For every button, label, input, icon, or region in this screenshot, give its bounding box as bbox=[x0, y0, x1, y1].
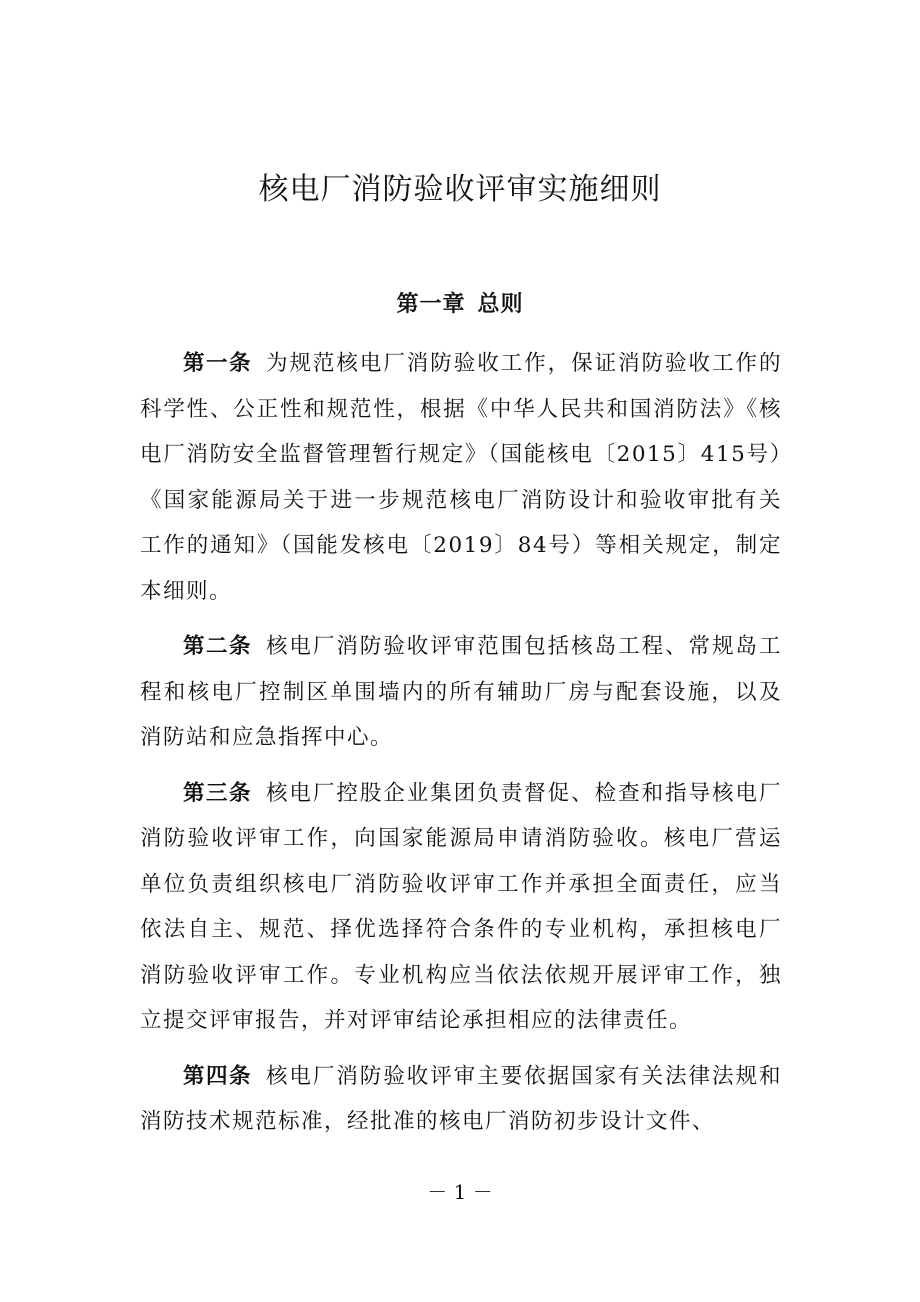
article-2 bbox=[140, 624, 782, 761]
document-body bbox=[140, 341, 782, 1155]
article-label: 第三条 bbox=[183, 780, 252, 806]
article-text: 核电厂消防验收评审范围包括核岛工程、常规岛工程和核电厂控制区单围墙内的所有辅助厂房与配套设施，以及消防站和应急指挥中心。 bbox=[140, 634, 782, 750]
article-label: 第四条 bbox=[183, 1063, 252, 1089]
article-4 bbox=[140, 1054, 782, 1145]
article-text: 核电厂消防验收评审主要依据国家有关法律法规和消防技术规范标准，经批准的核电厂消防初步设计文件、 bbox=[140, 1063, 782, 1134]
chapter-number: 第一章 bbox=[396, 292, 466, 317]
chapter-heading bbox=[0, 290, 920, 320]
article-text: 为规范核电厂消防验收工作，保证消防验收工作的科学性、公正性和规范性，根据《中华人民共和国消防法》《核电厂消防安全监督管理暂行规定》（国能核电〔2015〕415号）《国家能源局关于进一步规范核电厂消防设计和验收审批有关工作的通知》（国能发核电〔2019〕84号）等相关规定，制定本细则。 bbox=[140, 351, 782, 604]
document-title: 核电厂消防验收评审实施细则 bbox=[258, 172, 662, 207]
article-text: 核电厂控股企业集团负责督促、检查和指导核电厂消防验收评审工作，向国家能源局申请消防验收。核电厂营运单位负责组织核电厂消防验收评审工作并承担全面责任，应当依法自主、规范、择优选择符合条件的专业机构，承担核电厂消防验收评审工作。专业机构应当依法依规开展评审工作，独立提交评审报告，并对评审结论承担相应的法律责任。 bbox=[140, 780, 782, 1033]
article-3 bbox=[140, 771, 782, 1044]
article-1 bbox=[140, 341, 782, 614]
page-number: － 1 － bbox=[427, 1180, 493, 1204]
chapter-name: 总则 bbox=[477, 292, 524, 317]
article-label: 第一条 bbox=[183, 351, 252, 376]
article-label: 第二条 bbox=[183, 634, 252, 659]
